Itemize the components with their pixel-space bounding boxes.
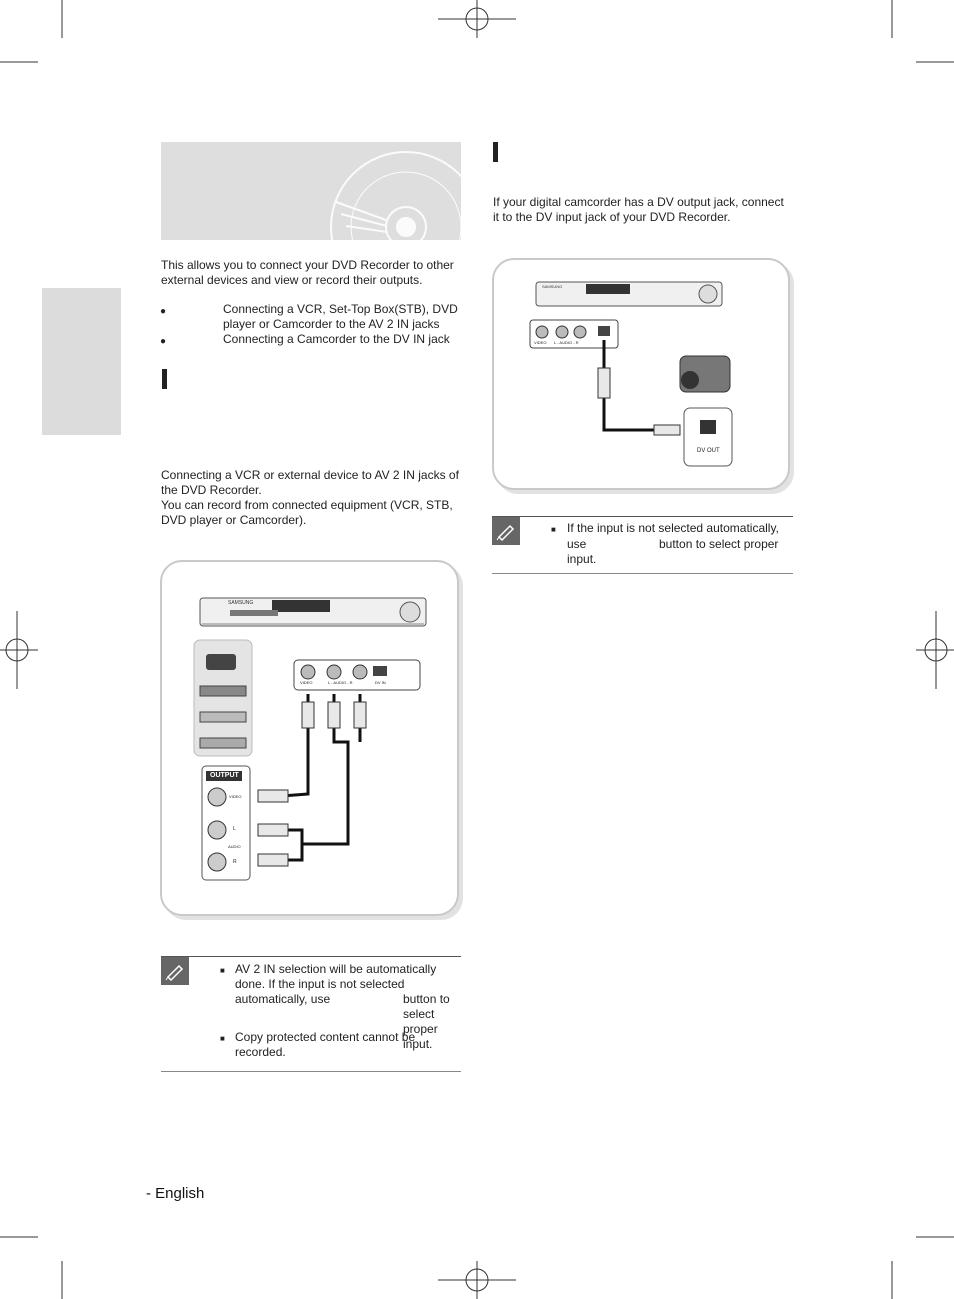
dv-note-button-text: button to select proper [659,537,779,551]
intro-paragraph: This allows you to connect your DVD Recorder to other external devices and view or record their outputs. [161,258,454,287]
label-dv-out: DV OUT [697,448,720,454]
dv-brand-logo: SAMSUNG [542,284,563,289]
brand-logo: SAMSUNG [228,600,254,606]
dv-note-top-rule [492,516,793,517]
disc-icon [161,142,461,240]
av2-paragraph-1: Connecting a VCR or external device to AV 2 IN jacks of the DVD Recorder. [161,468,459,497]
label-audio: L - AUDIO - R [328,680,353,685]
page-footer-language: - English [146,1185,205,1202]
dv-label-audio: L - AUDIO - R [554,340,579,345]
label-jack-r: R [233,859,237,865]
chapter-side-tab [42,288,121,435]
av2-note-2: Copy protected content cannot be recorded. [235,1030,416,1059]
section-header-box [161,142,461,240]
note-pencil-icon [161,957,189,985]
dv-note-use: use [567,537,587,551]
bullet-dot: ● [160,306,167,317]
section-marker-av2 [162,369,167,389]
av2-connection-diagram [160,560,459,916]
section-marker-dv [493,142,498,162]
dv-connection-diagram [492,258,790,490]
label-jack-l: L [233,826,236,832]
note-square-bullet: ■ [551,525,556,534]
note-pencil-icon [492,517,520,545]
av2-note-bottom-rule [161,1071,461,1072]
note-square-bullet: ■ [220,966,225,975]
label-video: VIDEO [300,680,313,685]
dv-note-line1: If the input is not selected automatically, [567,521,779,535]
dv-note-line3: input. [567,552,597,566]
dv-diagram-drawing [494,260,788,488]
label-output: OUTPUT [210,772,239,779]
av2-note-1-part1: AV 2 IN selection will be automatically done. If the input is not selected automatically, use [235,962,437,1006]
label-jack-video: VIDEO [229,794,242,799]
dv-note-bottom-rule [492,573,793,574]
bullet-dv-in: Connecting a Camcorder to the DV IN jack [223,332,450,346]
av2-paragraph-2: You can record from connected equipment (VCR, STB, DVD player or Camcorder). [161,498,453,527]
label-dv-in: DV IN [375,680,386,685]
label-jack-audio: AUDIO [228,844,241,849]
av2-diagram-drawing [162,562,457,914]
bullet-dot: ● [160,336,167,347]
note-square-bullet: ■ [220,1034,225,1043]
dv-paragraph: If your digital camcorder has a DV output jack, connect it to the DV input jack of your DVD Recorder. [493,195,784,224]
bullet-av2-in: Connecting a VCR, Set-Top Box(STB), DVD player or Camcorder to the AV 2 IN jacks [223,302,458,331]
av2-note-top-rule [161,956,461,957]
av2-note-1-part2: button to select proper input. [403,992,450,1051]
dv-label-video: VIDEO [534,340,547,345]
